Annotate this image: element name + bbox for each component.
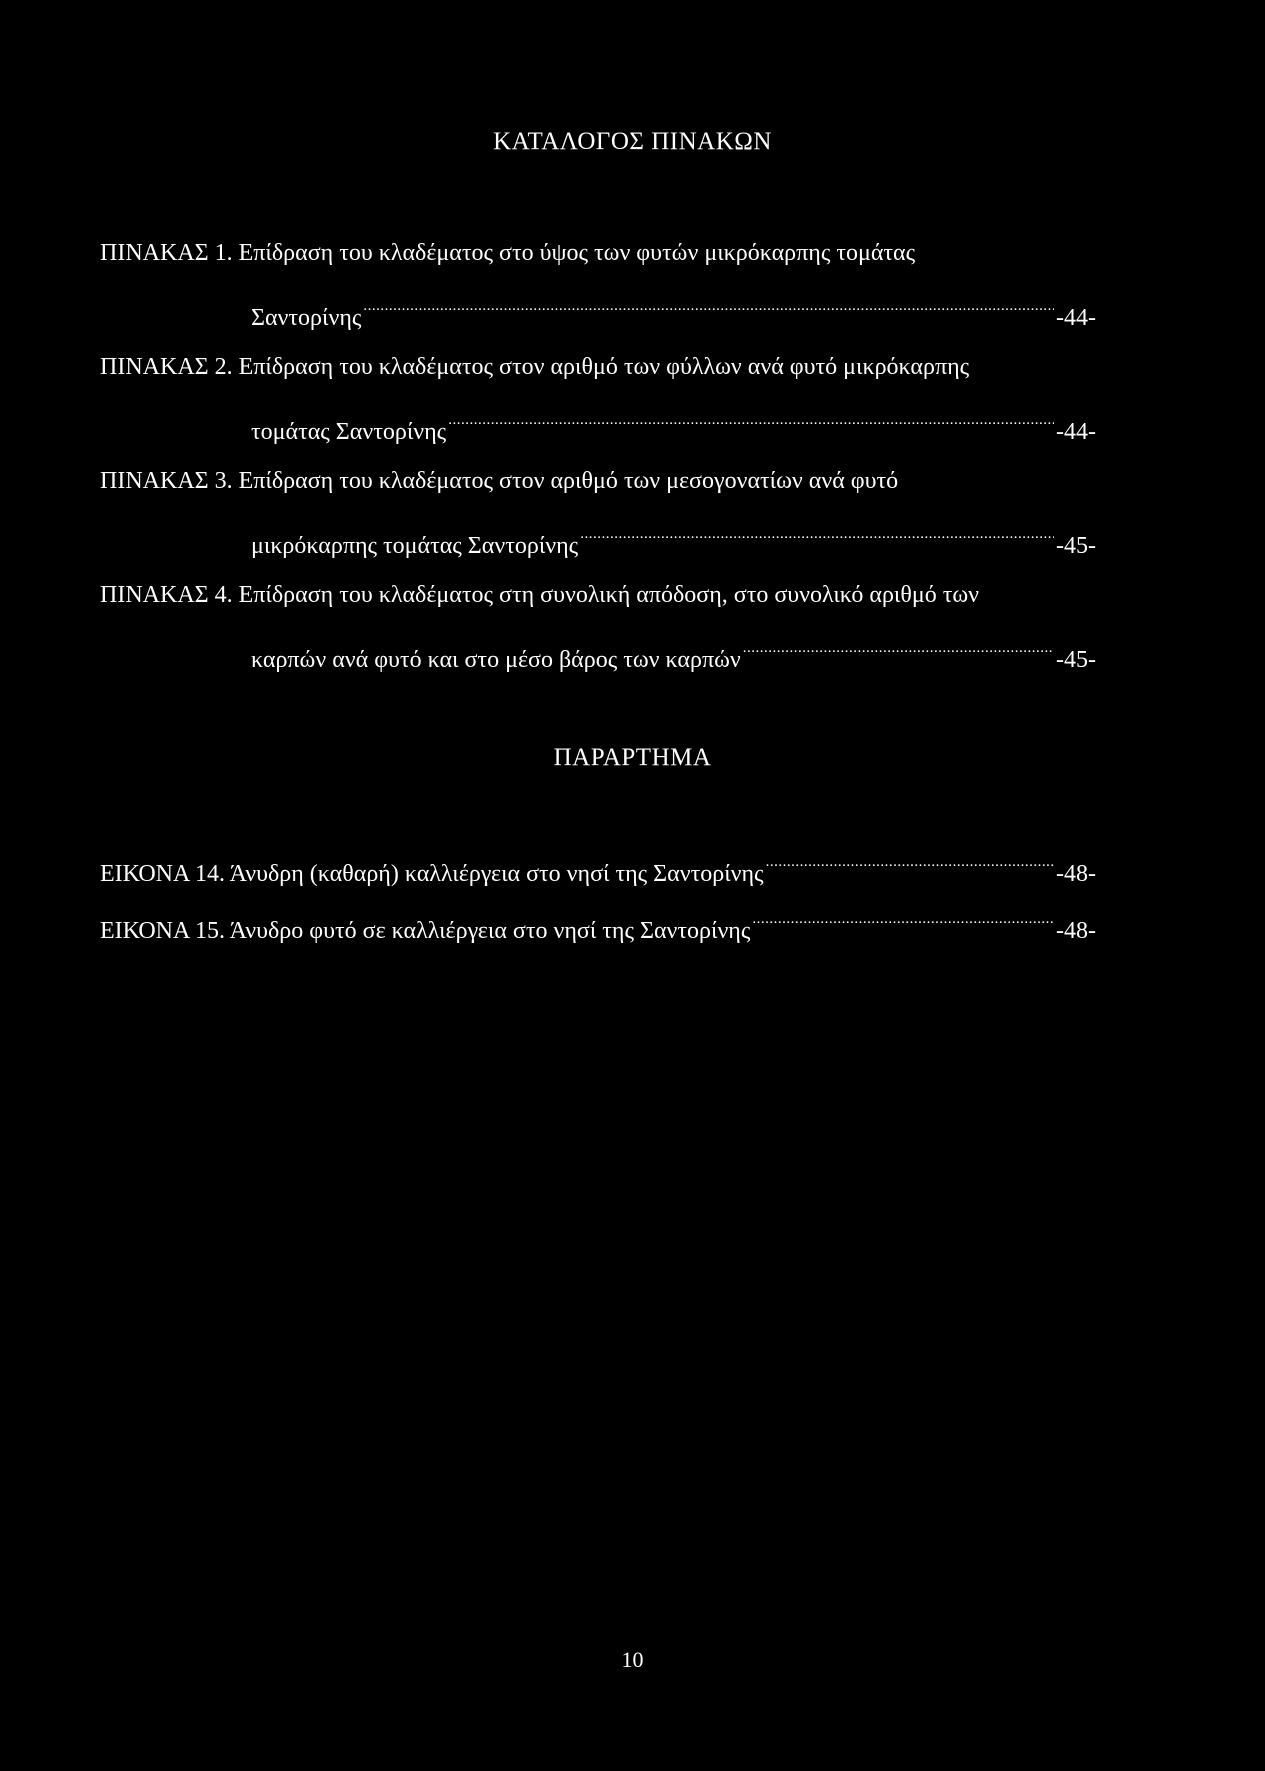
page-number: 10 xyxy=(621,1647,644,1672)
dot-leader xyxy=(743,637,1054,667)
appendix-title: ΠΑΡΑΡΤΗΜΑ xyxy=(553,744,712,771)
table-3-page-ref: -45- xyxy=(1056,533,1096,559)
table-1-title-continuation: Σαντορίνης xyxy=(251,305,362,331)
figure-15-title: ΕΙΚΟΝΑ 15. Άνυδρο φυτό σε καλλιέργεια στο νησί της Σαντορίνης xyxy=(100,918,751,944)
figure-14-page-ref: -48- xyxy=(1056,861,1096,887)
list-of-tables-title: ΚΑΤΑΛΟΓΟΣ ΠΙΝΑΚΩΝ xyxy=(493,128,772,155)
figure-14-entry[interactable] xyxy=(100,851,1096,887)
table-4-page-ref: -45- xyxy=(1056,647,1096,673)
dot-leader xyxy=(363,295,1054,325)
table-4-entry[interactable] xyxy=(251,637,1096,673)
table-4-title-continuation: καρπών ανά φυτό και στο μέσο βάρος των καρπών xyxy=(251,647,741,673)
table-1-entry[interactable] xyxy=(251,295,1096,331)
table-3-title-line: ΠΙΝΑΚΑΣ 3. Επίδραση του κλαδέματος στον αριθμό των μεσογονατίων ανά φυτό xyxy=(100,468,899,494)
dot-leader xyxy=(448,409,1054,439)
table-3-title-continuation: μικρόκαρπης τομάτας Σαντορίνης xyxy=(251,533,579,559)
dot-leader xyxy=(766,851,1054,881)
figure-14-title: ΕΙΚΟΝΑ 14. Άνυδρη (καθαρή) καλλιέργεια στο νησί της Σαντορίνης xyxy=(100,861,764,887)
figure-15-page-ref: -48- xyxy=(1056,918,1096,944)
figure-15-entry[interactable] xyxy=(100,908,1096,944)
table-2-title-line: ΠΙΝΑΚΑΣ 2. Επίδραση του κλαδέματος στον αριθμό των φύλλων ανά φυτό μικρόκαρπης xyxy=(100,354,970,380)
table-2-title-continuation: τομάτας Σαντορίνης xyxy=(251,419,447,445)
table-3-entry[interactable] xyxy=(251,523,1096,559)
table-1-page-ref: -44- xyxy=(1056,305,1096,331)
table-1-title-line: ΠΙΝΑΚΑΣ 1. Επίδραση του κλαδέματος στο ύψος των φυτών μικρόκαρπης τομάτας xyxy=(100,240,916,266)
table-2-page-ref: -44- xyxy=(1056,419,1096,445)
table-2-entry[interactable] xyxy=(251,409,1096,445)
table-4-title-line: ΠΙΝΑΚΑΣ 4. Επίδραση του κλαδέματος στη συνολική απόδοση, στο συνολικό αριθμό των xyxy=(100,582,980,608)
dot-leader xyxy=(580,523,1054,553)
dot-leader xyxy=(752,908,1054,938)
